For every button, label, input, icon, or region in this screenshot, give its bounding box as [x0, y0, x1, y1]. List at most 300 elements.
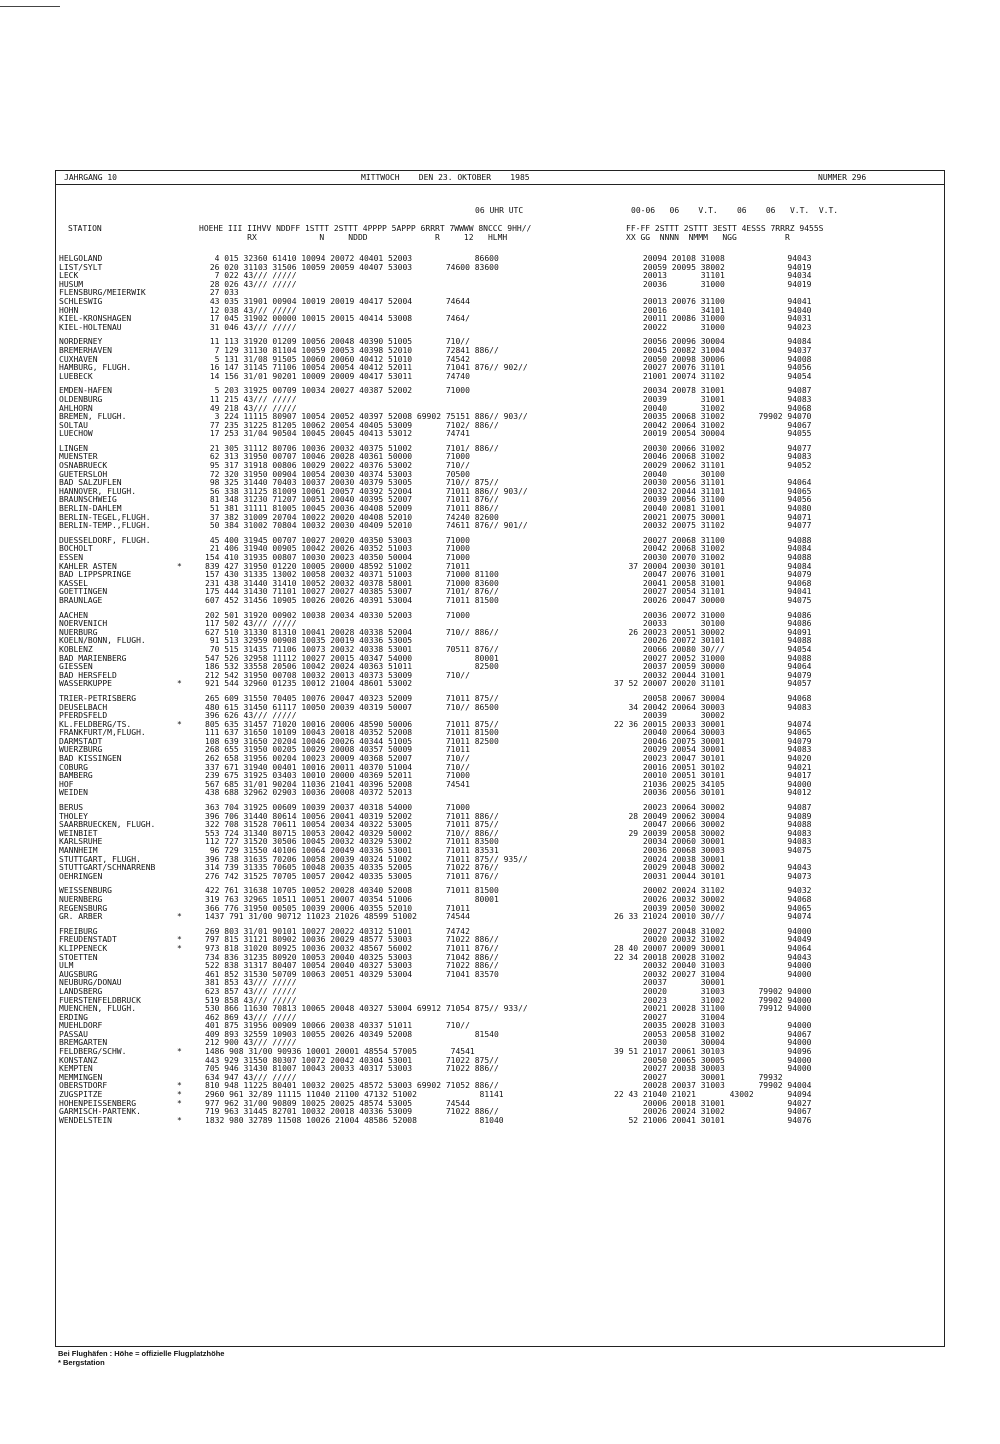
footnotes — [58, 1349, 224, 1367]
synop-groups: 96 729 31550 40106 10064 20049 40336 53001 71011 83531 — [205, 847, 499, 855]
synop-groups: 72 320 31950 00904 10054 20030 40374 53003 70500 — [205, 470, 470, 479]
table-row — [59, 1014, 943, 1023]
station-name: NUERNBERG — [59, 895, 103, 904]
synop-groups: 5 203 31925 00709 10034 20027 40387 52002 71000 — [205, 387, 470, 396]
station-name: HOHN — [59, 306, 79, 315]
table-row — [59, 488, 943, 497]
table-row — [59, 272, 943, 281]
aux-groups: 20027 20068 31100 94088 — [614, 536, 812, 545]
table-row — [59, 620, 943, 629]
table-row — [59, 1022, 943, 1031]
synop-groups: 443 929 31550 80307 10072 20042 40304 53001 71022 875// — [205, 1056, 499, 1065]
synop-subheadings: RX N NDDD R 12 HLMH — [199, 233, 508, 242]
table-row — [59, 537, 943, 546]
station-name: DUESSELDORF, FLUGH. — [59, 536, 151, 545]
station-name: DEUSELBACH — [59, 703, 108, 712]
synop-groups: 239 675 31925 03403 10010 20000 40369 52011 71000 — [205, 772, 470, 781]
synop-groups: 810 948 11225 80401 10032 20025 48572 53003 69902 71052 886// — [205, 1082, 499, 1091]
station-name: PASSAU — [59, 1030, 88, 1039]
aux-groups: 37 20004 20030 30101 94084 — [614, 562, 812, 571]
mountain-station-marker: * — [177, 1115, 182, 1125]
aux-groups: 20032 20044 31101 94065 — [614, 487, 812, 496]
synop-groups: 366 776 31950 00505 10039 20006 40355 52010 71011 — [205, 904, 470, 913]
report-date: MITTWOCH DEN 23. OKTOBER 1985 — [361, 173, 530, 182]
station-name: KARLSRUHE — [59, 838, 103, 847]
aux-groups: 20047 20066 30002 94088 — [614, 821, 812, 830]
table-row — [59, 298, 943, 307]
synop-groups: 547 526 32958 11112 10027 20015 40347 54000 80001 — [205, 654, 499, 663]
table-row — [59, 1005, 943, 1014]
table-row — [59, 905, 943, 914]
synop-groups: 461 852 31530 50709 10063 20051 40329 53004 71041 83570 — [205, 970, 499, 979]
aux-groups: 20026 20032 30002 94068 — [614, 895, 812, 904]
station-name: AUGSBURG — [59, 970, 98, 979]
table-row — [59, 356, 943, 365]
table-row — [59, 373, 943, 382]
aux-groups: 20046 20068 31002 94083 — [614, 453, 812, 462]
table-row — [59, 764, 943, 773]
aux-groups: 28 20049 20062 30004 94089 — [614, 812, 812, 821]
weather-report-sheet — [55, 170, 945, 1347]
table-row — [59, 479, 943, 488]
table-row — [59, 1031, 943, 1040]
station-name: TRIER-PETRISBERG — [59, 694, 137, 703]
aux-groups: 20040 20064 30003 94065 — [614, 729, 812, 738]
synop-groups: 627 510 31330 81310 10041 20028 40338 52004 710// 886// — [205, 628, 499, 637]
synop-groups: 623 857 43/// ///// — [205, 987, 297, 996]
mountain-station-marker: * — [177, 1081, 182, 1091]
synop-groups: 396 626 43/// ///// — [205, 712, 297, 721]
station-name: STUTTGART/SCHNARRENB — [59, 864, 156, 873]
report-header — [56, 171, 944, 185]
synop-groups: 186 532 33558 20506 10042 20024 40363 51011 82500 — [205, 663, 499, 672]
table-row — [59, 580, 943, 589]
aux-groups: 37 52 20007 20020 31101 94057 — [614, 680, 812, 689]
table-row — [59, 338, 943, 347]
synop-groups: 553 724 31340 80715 10053 20042 40329 50002 710// 886// — [205, 829, 499, 838]
aux-groups: 20029 20062 31101 94052 — [614, 462, 812, 471]
table-row — [59, 988, 943, 997]
synop-groups: 276 742 31525 70705 10057 20042 40335 53005 71011 876// — [205, 872, 499, 881]
station-name: KIEL-KRONSHAGEN — [59, 315, 132, 324]
synop-groups: 381 853 43/// ///// — [205, 979, 297, 988]
synop-groups: 363 704 31925 00609 10039 20037 40318 54000 71000 — [205, 804, 470, 813]
station-name: BOCHOLT — [59, 545, 93, 554]
station-name: AHLHORN — [59, 404, 93, 413]
station-name: ULM — [59, 962, 74, 971]
mountain-station-marker: * — [177, 912, 182, 922]
aux-groups: 52 21006 20041 30101 94076 — [614, 1116, 812, 1125]
table-row — [59, 1100, 943, 1109]
table-row — [59, 554, 943, 563]
station-name: GOETTINGEN — [59, 588, 108, 597]
aux-groups: 20046 20075 30001 94079 — [614, 737, 812, 746]
aux-groups: 22 34 20018 20028 31002 94043 — [614, 953, 812, 962]
synop-groups: 50 384 31002 70804 10032 20030 40409 52010 74611 876// 901// — [205, 522, 528, 531]
synop-groups: 21 305 31112 80706 10036 20032 40375 51002 7101/ 886// — [205, 444, 499, 453]
station-name: HUSUM — [59, 280, 84, 289]
station-name: BAD HERSFELD — [59, 671, 117, 680]
station-name: NOERVENICH — [59, 620, 108, 629]
station-name: WEINBIET — [59, 829, 98, 838]
station-name: SAARBRUECKEN, FLUGH. — [59, 821, 156, 830]
aux-subheadings: XX GG NNNN NMMM NGG R — [626, 233, 790, 242]
station-name: NUERBURG — [59, 628, 98, 637]
aux-groups: 20036 20056 30101 94012 — [614, 789, 812, 798]
aux-groups: 20013 20076 31100 94041 — [614, 297, 812, 306]
station-name: NORDERNEY — [59, 338, 103, 347]
table-row — [59, 1057, 943, 1066]
station-name: OSNABRUECK — [59, 462, 108, 471]
table-row — [59, 462, 943, 471]
aux-groups: 20027 20076 31101 94056 — [614, 364, 812, 373]
aux-groups: 20042 20068 31002 94084 — [614, 545, 812, 554]
station-name: LUECHOW — [59, 430, 93, 439]
station-name: LANDSBERG — [59, 987, 103, 996]
synop-groups: 4 015 32360 61410 10094 20072 40401 52003 86600 — [205, 255, 499, 263]
station-name: LINGEN — [59, 444, 88, 453]
station-name: GIESSEN — [59, 663, 93, 672]
station-name: GUETERSLOH — [59, 470, 108, 479]
mountain-station-marker: * — [177, 1047, 182, 1057]
table-row — [59, 1082, 943, 1091]
table-row — [59, 422, 943, 431]
station-name: WUERZBURG — [59, 746, 103, 755]
mountain-station-marker: * — [177, 1090, 182, 1100]
aux-groups: 20023 31002 79902 94000 — [614, 996, 812, 1005]
synop-groups: 212 542 31950 00708 10032 20013 40373 53009 710// — [205, 671, 470, 680]
table-row — [59, 729, 943, 738]
synop-groups: 91 513 32959 00908 10035 20019 40336 53005 — [205, 637, 413, 646]
aux-groups: 26 33 21024 20010 30/// 94074 — [614, 913, 812, 922]
aux-groups: 22 36 20015 20033 30001 94074 — [614, 720, 812, 729]
synop-groups: 314 739 31335 70605 10048 20035 40335 52005 71022 876// — [205, 864, 499, 873]
synop-groups: 519 858 43/// ///// — [205, 996, 297, 1005]
table-row — [59, 1108, 943, 1117]
table-row — [59, 928, 943, 937]
station-name: MUENCHEN, FLUGH. — [59, 1005, 137, 1014]
aux-groups: 20066 20080 30/// 94054 — [614, 645, 812, 654]
aux-groups: 20027 30001 79932 — [614, 1073, 783, 1082]
station-name: HELGOLAND — [59, 255, 103, 263]
synop-groups: 27 033 — [205, 289, 239, 298]
station-name: SOLTAU — [59, 421, 88, 430]
table-row — [59, 307, 943, 316]
table-row — [59, 545, 943, 554]
aux-groups: 20041 20058 31001 94068 — [614, 579, 812, 588]
scan-edge-line — [0, 6, 60, 7]
station-name: CUXHAVEN — [59, 355, 98, 364]
aux-groups: 20035 20068 31002 79902 94070 — [614, 413, 812, 422]
station-name: FREIBURG — [59, 927, 98, 936]
station-name: MANNHEIM — [59, 847, 98, 855]
aux-groups: 20032 20044 31001 94079 — [614, 671, 812, 680]
aux-groups: 34 20042 20064 30003 94083 — [614, 703, 812, 712]
table-row — [59, 936, 943, 945]
table-row — [59, 496, 943, 505]
aux-groups: 20011 20086 31000 94031 — [614, 315, 812, 324]
table-row — [59, 505, 943, 514]
aux-groups: 20050 20065 30005 94000 — [614, 1056, 812, 1065]
aux-groups: 20023 20047 30101 94020 — [614, 755, 812, 764]
station-name: FRANKFURT/M,FLUGH. — [59, 729, 146, 738]
table-row — [59, 315, 943, 324]
aux-groups: 20058 20067 30004 94068 — [614, 694, 812, 703]
synop-groups: 202 501 31920 00902 10038 20034 40330 52003 71000 — [205, 611, 470, 620]
aux-groups: 20036 20068 30003 94075 — [614, 847, 812, 855]
table-row — [59, 405, 943, 414]
station-name: BAD SALZUFLEN — [59, 479, 122, 488]
table-row — [59, 962, 943, 971]
aux-groups: 20039 20056 31100 94056 — [614, 496, 812, 505]
table-row — [59, 522, 943, 531]
synop-groups: 117 502 43/// ///// — [205, 620, 297, 629]
synop-groups: 7 022 43/// ///// — [205, 272, 297, 281]
aux-groups: 20034 20060 30001 94083 — [614, 838, 812, 847]
table-row — [59, 430, 943, 439]
synop-groups: 269 803 31/01 90101 10027 20022 40312 51001 74742 — [205, 927, 470, 936]
aux-groups: 20016 20051 30102 94021 — [614, 763, 812, 772]
table-row — [59, 873, 943, 882]
aux-groups: 20036 20072 31000 94086 — [614, 611, 812, 620]
synop-groups: 14 156 31/01 90201 10009 20009 40417 53011 74740 — [205, 372, 470, 381]
synop-groups: 634 947 43/// ///// — [205, 1073, 297, 1082]
aux-groups: 20020 20032 31002 94049 — [614, 936, 812, 945]
aux-groups: 39 51 21017 20061 30103 94096 — [614, 1048, 812, 1057]
station-name: BREMERHAVEN — [59, 346, 112, 355]
table-row — [59, 571, 943, 580]
station-name: KEMPTEN — [59, 1065, 93, 1074]
table-row — [59, 971, 943, 980]
mountain-station-marker: * — [177, 943, 182, 953]
aux-groups: 20024 20038 30001 — [614, 855, 725, 864]
synop-groups: 231 438 31440 31410 10052 20032 40378 58001 71000 83600 — [205, 579, 499, 588]
station-name: KONSTANZ — [59, 1056, 98, 1065]
aux-groups: 20040 30100 — [614, 470, 725, 479]
station-name: BRAUNSCHWEIG — [59, 496, 117, 505]
synop-groups: 21 406 31940 00905 10042 20026 40352 51003 71000 — [205, 545, 470, 554]
synop-groups: 797 815 31121 80902 10036 20029 48577 53003 71022 886// — [205, 936, 499, 945]
aux-groups: 20021 20075 30001 94071 — [614, 513, 812, 522]
station-name: MUEHLDORF — [59, 1022, 103, 1031]
station-name: HOF — [59, 780, 74, 789]
aux-groups: 20027 20038 30003 94000 — [614, 1065, 812, 1074]
aux-groups: 20026 20024 31002 94067 — [614, 1108, 812, 1117]
aux-groups: 20027 31004 — [614, 1013, 725, 1022]
table-row — [59, 264, 943, 273]
station-name: GR. ARBER — [59, 913, 103, 922]
table-row — [59, 804, 943, 813]
synop-groups: 28 026 43/// ///// — [205, 280, 297, 289]
table-row — [59, 471, 943, 480]
synop-groups: 268 655 31950 00205 10029 20008 40357 50009 71011 — [205, 746, 470, 755]
synop-groups: 262 658 31956 00204 10023 20009 40368 52007 710// — [205, 755, 470, 764]
aux-groups: 20010 20051 30101 94017 — [614, 772, 812, 781]
station-name: STUTTGART, FLUGH. — [59, 855, 141, 864]
synop-groups: 839 427 31950 01220 10005 20000 48592 51002 71011 — [205, 562, 470, 571]
station-name: STOETTEN — [59, 953, 98, 962]
table-row — [59, 1039, 943, 1048]
station-name: MUENSTER — [59, 453, 98, 462]
table-row — [59, 646, 943, 655]
table-row — [59, 612, 943, 621]
station-name: FREUDENSTADT — [59, 936, 117, 945]
synop-groups: 805 635 31457 71020 10016 20006 48590 50006 71011 875// — [205, 720, 499, 729]
table-row — [59, 789, 943, 798]
station-name: BERLIN-DAHLEM — [59, 505, 122, 514]
table-row — [59, 945, 943, 954]
station-name: BAD KISSINGEN — [59, 755, 122, 764]
aux-groups: 20027 20052 31000 94088 — [614, 654, 812, 663]
station-name: WEIDEN — [59, 789, 88, 798]
aux-group-headings: FF-FF 2STTT 2STTT 3ESTT 4ESSS 7RRRZ 9455S — [626, 224, 824, 233]
station-name: BAD MARIENBERG — [59, 654, 127, 663]
synop-groups: 1486 908 31/00 90936 10001 20001 48554 57005 74541 — [205, 1048, 475, 1057]
synop-groups: 51 381 31111 81005 10045 20036 40408 52009 71011 886// — [205, 505, 499, 514]
station-name: KOBLENZ — [59, 645, 93, 654]
synop-groups: 26 020 31103 31506 10059 20059 40407 53003 74600 83600 — [205, 263, 499, 272]
synop-groups: 337 671 31940 00401 10016 20011 40370 51004 710// — [205, 763, 470, 772]
station-name: KL.FELDBERG/TS. — [59, 720, 132, 729]
station-name: PFERDSFELD — [59, 712, 108, 721]
mountain-station-marker: * — [177, 561, 182, 571]
aux-groups: 20027 20054 31101 94041 — [614, 588, 812, 597]
synop-groups: 567 685 31/01 90204 11036 21041 40396 52008 74541 — [205, 780, 470, 789]
station-column-heading: STATION — [68, 224, 102, 233]
table-row — [59, 1048, 943, 1057]
station-name: OEHRINGEN — [59, 872, 103, 881]
table-row — [59, 813, 943, 822]
table-row — [59, 838, 943, 847]
station-name: WASSERKUPPE — [59, 680, 112, 689]
station-name: BAD LIPPSPRINGE — [59, 571, 132, 580]
mountain-station-marker: * — [177, 679, 182, 689]
synop-groups: 2960 961 32/89 11115 11040 21100 47132 51002 81141 — [205, 1091, 504, 1100]
aux-groups: 20030 20070 31002 94088 — [614, 554, 812, 562]
aux-groups: 20016 34101 94040 — [614, 306, 812, 315]
synop-groups: 62 313 31950 00707 10046 20028 40361 50000 71000 — [205, 453, 470, 462]
table-row — [59, 997, 943, 1006]
station-name: BERUS — [59, 804, 84, 813]
synop-groups: 319 763 32965 10511 10051 20007 40354 51006 80001 — [205, 895, 499, 904]
aux-groups: 20032 20040 31003 94000 — [614, 962, 812, 971]
aux-groups: 20031 20044 30101 94073 — [614, 872, 812, 881]
aux-groups: 20032 20075 31102 94077 — [614, 522, 812, 531]
aux-groups: 22 43 21040 21021 43002 94094 — [614, 1091, 812, 1100]
table-row — [59, 655, 943, 664]
table-row — [59, 396, 943, 405]
table-row — [59, 563, 943, 572]
synop-groups: 45 400 31945 00707 10027 20020 40350 53003 71000 — [205, 536, 470, 545]
synop-groups: 95 317 31918 00806 10029 20022 40376 53002 710// — [205, 462, 470, 471]
synop-groups: 530 866 11630 70813 10065 20048 40327 53004 69912 71054 875// 933// — [205, 1005, 528, 1014]
synop-groups: 3 224 11115 80907 10054 20052 40397 52008 69902 75151 886// 903// — [205, 413, 528, 422]
table-row — [59, 913, 943, 922]
synop-groups: 973 818 31020 80925 10036 20032 48567 56002 71011 876// — [205, 944, 499, 953]
table-row — [59, 746, 943, 755]
station-name: HANNOVER, FLUGH. — [59, 487, 137, 496]
station-name: BREMEN, FLUGH. — [59, 413, 127, 422]
table-row — [59, 712, 943, 721]
aux-groups: 20006 20018 31001 94027 — [614, 1099, 812, 1108]
synop-groups: 422 761 31638 10705 10052 20028 40340 52008 71011 81500 — [205, 887, 499, 896]
station-name: FELDBERG/SCHW. — [59, 1048, 127, 1057]
report-number: NUMMER 296 — [818, 173, 867, 182]
table-row — [59, 281, 943, 290]
station-name: HAMBURG, FLUGH. — [59, 364, 132, 373]
table-row — [59, 755, 943, 764]
table-row — [59, 597, 943, 606]
synop-groups: 522 838 31317 80407 10054 20040 40327 53003 71022 886// — [205, 962, 499, 971]
aux-groups: 20059 20095 38002 94019 — [614, 263, 812, 272]
station-name: KLIPPENECK — [59, 944, 108, 953]
table-row — [59, 672, 943, 681]
synop-groups: 17 045 31902 00000 10015 20015 40414 53008 7464/ — [205, 315, 470, 324]
station-name: EMDEN-HAFEN — [59, 387, 112, 396]
table-row — [59, 1074, 943, 1083]
station-name: SCHLESWIG — [59, 297, 103, 306]
table-row — [59, 680, 943, 689]
synop-groups: 322 708 31528 70611 10054 20034 40322 53005 71011 875// — [205, 821, 499, 830]
station-name: BERLIN-TEGEL,FLUGH. — [59, 513, 151, 522]
aux-groups: 20047 20076 31001 94079 — [614, 571, 812, 580]
aux-groups: 20040 20081 31001 94080 — [614, 505, 812, 514]
table-row — [59, 364, 943, 373]
footnote-mountain-station: * Bergstation — [58, 1358, 105, 1367]
table-row — [59, 289, 943, 298]
mountain-station-marker: * — [177, 1098, 182, 1108]
table-row — [59, 445, 943, 454]
station-name: ERDING — [59, 1013, 88, 1022]
station-name: FUERSTENFELDBRUCK — [59, 996, 141, 1005]
station-name: WENDELSTEIN — [59, 1116, 112, 1125]
obs-time-heading: 06 UHR UTC — [475, 206, 524, 215]
synop-groups: 157 430 31335 13002 10058 20032 40371 51003 71000 81100 — [205, 571, 499, 580]
station-name: OBERSTDORF — [59, 1082, 108, 1091]
aux-groups: 20026 20072 30101 94088 — [614, 637, 812, 646]
station-name: NEUBURG/DONAU — [59, 979, 122, 988]
station-name: DARMSTADT — [59, 737, 103, 746]
aux-groups: 20042 20064 31002 94067 — [614, 421, 812, 430]
aux-groups: 20020 31003 79902 94000 — [614, 987, 812, 996]
synop-groups: 49 218 43/// ///// — [205, 404, 297, 413]
station-name: REGENSBURG — [59, 904, 108, 913]
aux-groups: 20094 20108 31008 94043 — [614, 255, 812, 263]
aux-groups: 20045 20082 31004 94037 — [614, 346, 812, 355]
aux-groups: 21036 20025 34105 94000 — [614, 780, 812, 789]
aux-groups: 20034 20078 31001 94087 — [614, 387, 812, 396]
station-name: BERLIN-TEMP.,FLUGH. — [59, 522, 151, 531]
table-row — [59, 887, 943, 896]
station-name: KOELN/BONN, FLUGH. — [59, 637, 146, 646]
aux-groups: 20036 31000 94019 — [614, 280, 812, 289]
aux-groups: 20039 30002 — [614, 712, 725, 721]
station-name: KASSEL — [59, 579, 88, 588]
table-row — [59, 629, 943, 638]
synop-groups: 5 131 31/08 91505 10060 20060 40412 51010 74542 — [205, 355, 470, 364]
synop-groups: 7 129 31130 81104 10059 20053 40398 52010 72841 886// — [205, 346, 499, 355]
aux-groups: 20002 20024 31102 94032 — [614, 887, 812, 896]
table-row — [59, 721, 943, 730]
aux-groups: 20029 20054 30001 94083 — [614, 746, 812, 755]
synop-groups: 108 639 31650 20204 10046 20026 40344 51005 71011 82500 — [205, 737, 499, 746]
table-row — [59, 856, 943, 865]
aux-groups: 26 20023 20051 30002 94091 — [614, 628, 812, 637]
aux-groups: 20023 20064 30002 94087 — [614, 804, 812, 813]
synop-groups: 16 147 31145 71106 10054 20054 40412 52011 71041 876// 902// — [205, 364, 528, 373]
synop-groups: 11 215 43/// ///// — [205, 395, 297, 404]
aux-groups: 20029 20048 30002 94043 — [614, 864, 812, 873]
